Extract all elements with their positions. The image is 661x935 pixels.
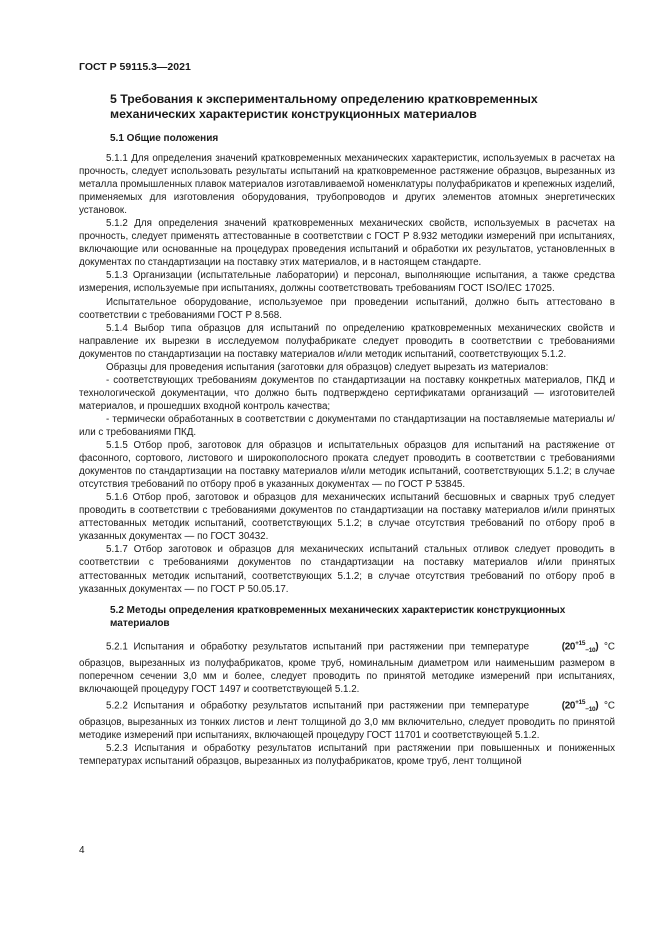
section-title: 5 Требования к экспериментальному определению кратковременных механических характеристик конструкционных материалов [110,92,538,121]
subsection-title-5-1: 5.1 Общие положения [110,133,219,144]
paragraph-5-1-1: 5.1.1 Для определения значений кратковременных механических характеристик, используемых в расчетах на прочность, следует использовать результаты испытаний на кратковременное растяжение образцов, вырезанных из металла промышленных плавок материалов изготавливаемой номенклатуры полуфабрикатов и крепежных изделий, применяемых для изготовления оборудования, трубопроводов и других элементов атомных энергетических установок. [79,153,615,217]
list-item: - термически обработанных в соответствии с документами по стандартизации на поставляемые материалы и/или с требованиями ПКД. [79,413,615,438]
paragraph-text: °С образцов, вырезанных из тонких листов и лент толщиной до 3,0 мм включительно, следует проводить по принятой методике измерений при испытаниях, включающей процедуру ГОСТ 11701 и соответствующей 5.1.2. [79,700,615,742]
paragraph-samples: Образцы для проведения испытания (заготовки для образцов) следует вырезать из материалов: [106,361,549,373]
paragraph-text: 5.2.2 Испытания и обработку результатов испытаний при растяжении при температуре [106,700,530,712]
paragraph-5-1-5: 5.1.5 Отбор проб, заготовок для образцов и испытательных образцов для испытаний на растяжение от фасонного, сортового, листового и широкополосного проката следует проводить в соответствии с требованиями документов по стандартизации на поставку материалов и/или методик испытаний, соответствующих 5.1.2; в случае отсутствия требований по отбору проб в указанных документах — по ГОСТ Р 53845. [79,440,615,491]
paragraph-text: 5.2.1 Испытания и обработку результатов испытаний при растяжении при температуре [106,640,530,652]
document-header-code: ГОСТ Р 59115.3—2021 [79,61,191,73]
page-number: 4 [79,845,85,856]
paragraph-5-1-6: 5.1.6 Отбор проб, заготовок и образцов для механических испытаний бесшовных и сварных труб следует проводить в соответствии с требованиями документов по стандартизации на поставку материалов и/или принятых аттестованных методик испытаний, соответствующих 5.1.2; в случае отсутствия требований по отбору проб в указанных документах — по ГОСТ 30432. [79,492,615,543]
paragraph-5-1-2: 5.1.2 Для определения значений кратковременных механических свойств, используемых в расчетах на прочность, следует применять аттестованные в соответствии с ГОСТ Р 8.932 методики измерений при испытаниях, включающие или основанные на процедурах проведения испытаний и обработки их результатов, установленных в документах по стандартизации на поставку этих материалов, и в настоящем стандарте. [79,218,615,269]
paragraph-5-1-7: 5.1.7 Отбор заготовок и образцов для механических испытаний стальных отливок следует проводить в соответствии с требованиями документов по стандартизации на поставку материалов и/или принятых аттестованных методик испытаний, соответствующих 5.1.2; в случае отсутствия требований по отбору проб в указанных документах — по ГОСТ Р 50.05.17. [79,544,615,595]
paragraph-equipment: Испытательное оборудование, используемое при проведении испытаний, должно быть аттестовано в соответствии с требованиями ГОСТ Р 8.568. [79,296,615,321]
paragraph-5-2-2 [79,696,615,742]
temperature-tolerance: $(20^{+15}_{-10})$ [561,699,599,714]
paragraph-5-2-3: 5.2.3 Испытания и обработку результатов испытаний при растяжении при повышенных и пониженных температурах испытаний образцов, вырезанных из полуфабрикатов, кроме труб, лент толщиной [79,743,615,768]
paragraph-5-1-3: 5.1.3 Организации (испытательные лаборатории) и персонал, выполняющие испытания, а также средства измерения, используемые при испытаниях, должны соответствовать требованиям ГОСТ ISO/IEC 17025. [79,270,615,295]
paragraph-5-1-4: 5.1.4 Выбор типа образцов для испытаний по определению кратковременных механических свойств и направление их вырезки в исследуемом полуфабрикате следует проводить в соответствии с требованиями документов по стандартизации на поставку материалов и/или методик испытаний, соответствующих 5.1.2. [79,322,615,360]
list-item: - соответствующих требованиям документов по стандартизации на поставку конкретных материалов, ПКД и технологической документации, что должно быть подтверждено сертификатами организаций — изготовителей материалов, и прошедших входной контроль качества; [79,374,615,412]
paragraph-5-2-1 [79,637,615,696]
paragraph-text: °С образцов, вырезанных из полуфабрикатов, кроме труб, номинальным диаметром или наименьшим размером в поперечном сечении 3,0 мм и более, следует проводить по принятой методике измерений при испытаниях, включающей процедуру ГОСТ 1497 и соответствующей 5.1.2. [79,640,615,695]
temperature-tolerance: $(20^{+15}_{-10})$ [561,639,599,654]
subsection-title-5-2: 5.2 Методы определения кратковременных механических характеристик конструкционных материалов [110,604,566,629]
document-body [79,92,615,768]
